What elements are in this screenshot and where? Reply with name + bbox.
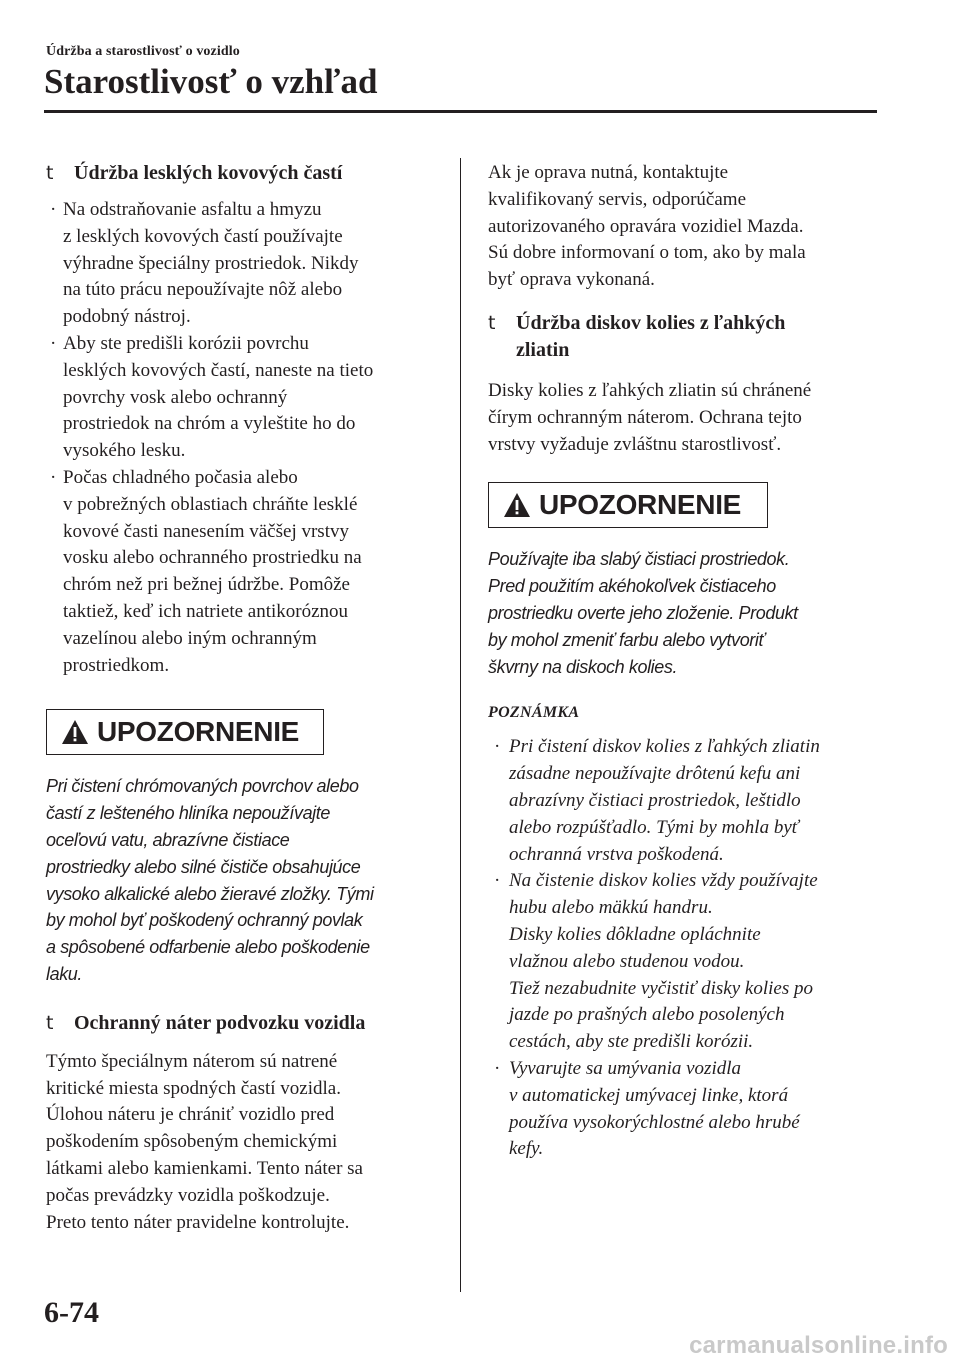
alloy-wheels-paragraph (488, 378, 888, 458)
bullet-icon: · (50, 332, 57, 354)
line: Pri čistení chrómovaných povrchov alebo (46, 776, 359, 797)
section-heading-alloy-wheels (488, 310, 888, 364)
column-divider (460, 158, 461, 1292)
caution-label: UPOZORNENIE (539, 489, 742, 521)
line: Aby ste predišli korózii povrchu (63, 332, 309, 354)
caution-box (488, 482, 768, 528)
line: Na odstraňovanie asfaltu a hmyzu (63, 199, 322, 220)
line: prostriedky alebo silné čističe obsahujúce (46, 856, 361, 877)
line: jazde po prašných alebo posolených (509, 1004, 785, 1026)
caution-text (46, 773, 442, 987)
line: laku. (46, 963, 83, 984)
section-heading-text: Údržba diskov kolies z ľahkých (516, 311, 786, 334)
line: Disky kolies dôkladne opláchnite (509, 923, 761, 945)
watermark: carmanualsonline.info (689, 1332, 948, 1359)
warning-triangle-icon (61, 719, 89, 745)
line: zásadne nepoužívajte drôtenú kefu ani (509, 763, 801, 785)
line: počas prevádzky vozidla poškodzuje. (46, 1184, 330, 1206)
line: hubu alebo mäkkú handru. (509, 897, 713, 919)
line: Tiež nezabudnite vyčistiť disky kolies po (509, 977, 813, 999)
line: oceľovú vatu, abrazívne čistiace (46, 829, 290, 850)
bullet-icon: · (50, 466, 57, 488)
section-marker-icon: t (46, 1011, 54, 1034)
line: chróm než pri bežnej údržbe. Pomôže (63, 574, 350, 596)
line: v automatickej umývacej linke, ktorá (509, 1084, 789, 1106)
section-marker-icon: t (46, 162, 54, 184)
line: prostriedku overte jeho zloženie. Produkt (488, 602, 798, 623)
line: by mohol byť poškodený ochranný povlak (46, 910, 363, 931)
line: škvrny na diskoch kolies. (488, 656, 678, 677)
line: povrchy vosk alebo ochranný (63, 386, 288, 408)
line: Týmto špeciálnym náterom sú natrené (46, 1050, 338, 1072)
line: častí z lešteného hliníka nepoužívajte (46, 803, 330, 824)
list-item (46, 331, 442, 465)
section-marker-icon: t (488, 311, 496, 334)
caution-block-chrome (46, 709, 442, 987)
line: Sú dobre informovaní o tom, ako by mala (488, 242, 806, 264)
section-heading-text: zliatin (516, 338, 570, 361)
line: používa vysokorýchlostné alebo hrubé (509, 1111, 800, 1133)
line: Disky kolies z ľahkých zliatin sú chránené (488, 379, 812, 401)
section-heading-metal-parts (46, 160, 442, 187)
line: kovové časti nanesením väčšej vrstvy (63, 520, 349, 542)
line: vosku alebo ochranného prostriedku na (63, 547, 362, 569)
line: autorizovaného opravára vozidiel Mazda. (488, 215, 804, 237)
note-block (488, 704, 888, 1163)
line: alebo rozpúšťadlo. Tými by mohla byť (509, 816, 799, 838)
section-heading-underbody (46, 1010, 442, 1037)
bullet-icon: · (494, 870, 501, 892)
note-list (488, 734, 888, 1163)
bullet-icon: · (494, 736, 501, 758)
line: kefy. (509, 1138, 544, 1160)
line: Pred použitím akéhokoľvek čistiaceho (488, 576, 776, 597)
list-item (46, 465, 442, 679)
line: vlažnou alebo studenou vodou. (509, 950, 745, 972)
line: Úlohou náteru je chrániť vozidlo pred (46, 1104, 335, 1126)
line: vazelínou alebo iným ochranným (63, 627, 317, 649)
line: vysoko alkalické alebo žieravé zložky. Tými (46, 883, 374, 904)
bullet-icon: · (494, 1057, 501, 1079)
line: látkami alebo kamienkami. Tento náter sa (46, 1157, 363, 1179)
line: vrstvy vyžaduje zvláštnu starostlivosť. (488, 433, 782, 455)
line: kvalifikovaný servis, odporúčame (488, 188, 747, 210)
line: prostriedok na chróm a vyleštite ho do (63, 413, 356, 435)
line: Vyvarujte sa umývania vozidla (509, 1057, 742, 1079)
line: a spôsobené odfarbenie alebo poškodenie (46, 937, 370, 958)
list-item (488, 734, 888, 868)
line: poškodením spôsobeným chemickými (46, 1131, 338, 1153)
line: kritické miesta spodných častí vozidla. (46, 1077, 341, 1099)
section-heading-text: Ochranný náter podvozku vozidla (74, 1011, 366, 1034)
caution-block-wheels (488, 482, 888, 680)
left-column (46, 160, 442, 1236)
section-heading-text: Údržba lesklých kovových častí (74, 162, 343, 184)
title-rule (44, 110, 877, 113)
caution-text (488, 546, 888, 680)
line: by mohol zmeniť farbu alebo vytvoriť (488, 629, 765, 650)
line: čírym ochranným náterom. Ochrana tejto (488, 406, 802, 428)
line: lesklých kovových častí, naneste na tieto (63, 359, 374, 381)
line: výhradne špeciálny prostriedok. Nikdy (63, 252, 359, 274)
line: Používajte iba slabý čistiaci prostriedok. (488, 549, 790, 570)
metal-care-list (46, 197, 442, 679)
underbody-paragraph (46, 1049, 442, 1237)
bullet-icon: · (50, 199, 57, 220)
line: ochranná vrstva poškodená. (509, 843, 724, 865)
list-item (46, 197, 442, 331)
line: prostriedkom. (63, 654, 170, 676)
line: Ak je oprava nutná, kontaktujte (488, 162, 729, 183)
list-item (488, 868, 888, 1056)
line: taktiež, keď ich natriete antikoróznou (63, 600, 349, 622)
list-item (488, 1056, 888, 1163)
repair-paragraph (488, 160, 888, 294)
caution-box (46, 709, 324, 755)
line: vysokého lesku. (63, 440, 186, 462)
line: cestách, aby ste predišli korózii. (509, 1031, 754, 1053)
line: Preto tento náter pravidelne kontrolujte. (46, 1211, 350, 1233)
line: z lesklých kovových častí používajte (63, 225, 343, 247)
line: abrazívny čistiaci prostriedok, leštidlo (509, 789, 801, 811)
line: Pri čistení diskov kolies z ľahkých zliatin (509, 736, 820, 758)
line: Počas chladného počasia alebo (63, 466, 298, 488)
line: v pobrežných oblastiach chráňte lesklé (63, 493, 358, 515)
caution-label: UPOZORNENIE (97, 716, 300, 748)
line: byť oprava vykonaná. (488, 269, 655, 291)
right-column (488, 160, 888, 1163)
running-head: Údržba a starostlivosť o vozidlo (46, 44, 240, 59)
note-title: POZNÁMKA (488, 704, 580, 722)
page-number: 6-74 (44, 1296, 99, 1329)
warning-triangle-icon (503, 492, 531, 518)
line: Na čistenie diskov kolies vždy používajte (509, 870, 818, 892)
line: podobný nástroj. (63, 306, 191, 328)
line: na túto prácu nepoužívajte nôž alebo (63, 279, 343, 301)
page-title: Starostlivosť o vzhľad (44, 62, 378, 101)
